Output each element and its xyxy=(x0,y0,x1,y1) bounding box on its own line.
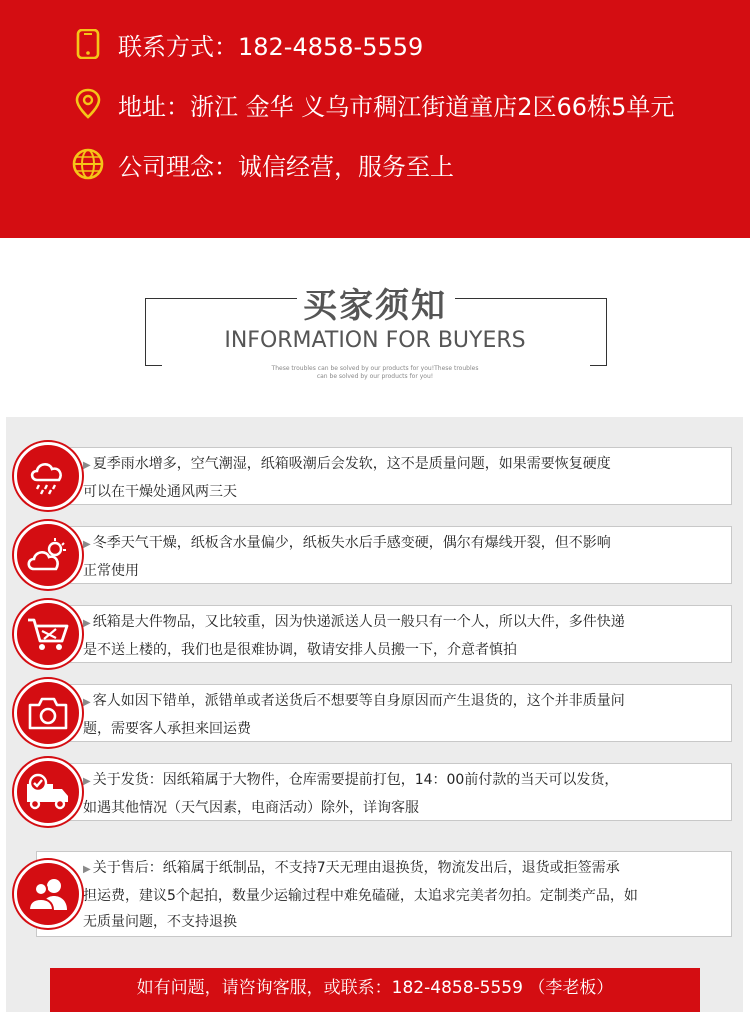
contact-phone: 联系方式：182-4858-5559 xyxy=(118,32,424,61)
location-pin-icon xyxy=(72,88,104,120)
contact-footer-banner: 如有问题，请咨询客服，或联系：182-4858-5559 （李老板） xyxy=(50,968,700,1012)
contact-philosophy: 公司理念：诚信经营，服务至上 xyxy=(118,152,454,181)
contact-address-row xyxy=(72,84,674,124)
tagline: These troubles can be solved by our products for you!These troubles can be solved by our products for you! xyxy=(271,365,479,380)
page-subtitle: INFORMATION FOR BUYERS xyxy=(224,328,526,353)
phone-icon xyxy=(72,28,104,60)
notice-item-dryness: ▶ 冬季天气干燥，纸板含水量偏少，纸板失水后手感变硬，偶尔有爆线开裂，但不影响 正常使用 xyxy=(36,526,732,584)
delivery-truck-icon xyxy=(14,758,82,826)
rain-cloud-icon xyxy=(14,442,82,510)
page-title: 买家须知 xyxy=(303,286,447,326)
notice-item-humidity: ▶ 夏季雨水增多，空气潮湿，纸箱吸潮后会发软，这不是质量问题，如果需要恢复硬度 可以在干燥处通风两三天 xyxy=(36,447,732,505)
sun-cloud-icon xyxy=(14,521,82,589)
contact-philosophy-row xyxy=(72,144,454,184)
contact-address: 地址：浙江 金华 义乌市稠江街道童店2区66栋5单元 xyxy=(118,92,675,121)
contact-phone-row xyxy=(72,24,423,64)
globe-icon xyxy=(72,148,104,180)
notice-item-shipping: ▶ 关于发货：因纸箱属于大物件，仓库需要提前打包，14：00前付款的当天可以发货， 如遇其他情况（天气因素，电商活动）除外，详询客服 xyxy=(36,763,732,821)
notice-item-returns: ▶ 客人如因下错单，派错单或者送货后不想要等自身原因而产生退货的，这个并非质量问 题，需要客人承担来回运费 xyxy=(36,684,732,742)
notice-item-after-sales: ▶ 关于售后：纸箱属于纸制品，不支持7天无理由退换货，物流发出后，退货或拒签需承 担运费，建议5个起拍，数量少运输过程中难免磕碰，太追求完美者勿拍。定制类产品，如 无质量问题，不支持退换 xyxy=(36,851,732,937)
contact-banner xyxy=(0,0,750,238)
users-icon xyxy=(14,860,82,928)
camera-icon xyxy=(14,679,82,747)
notice-item-delivery-upstairs: ▶ 纸箱是大件物品，又比较重，因为快递派送人员一般只有一个人，所以大件，多件快递 是不送上楼的，我们也是很难协调，敬请安排人员搬一下，介意者慎拍 xyxy=(36,605,732,663)
shopping-cart-icon xyxy=(14,600,82,668)
